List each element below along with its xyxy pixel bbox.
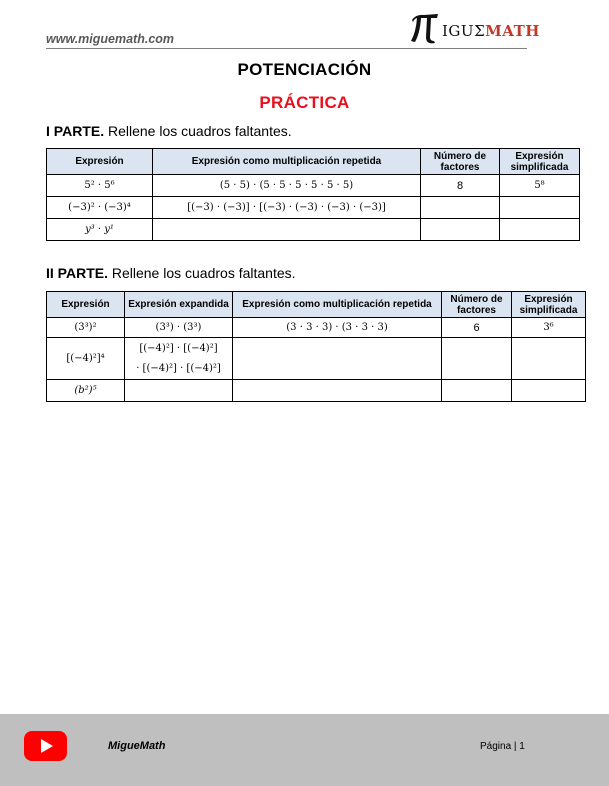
answer-cell[interactable] <box>512 338 586 380</box>
part1-instruction: Rellene los cuadros faltantes. <box>104 123 292 139</box>
cell: (5 · 5) · (5 · 5 · 5 · 5 · 5 · 5) <box>153 175 421 197</box>
part2-table <box>46 291 586 402</box>
site-url[interactable]: www.miguemath.com <box>46 32 175 46</box>
part1-label: I PARTE. <box>46 123 105 139</box>
answer-cell[interactable] <box>442 338 512 380</box>
cell: 5⁸ <box>500 175 580 197</box>
part2-col-multiplicacion: Expresión como multiplicación repetida <box>233 292 442 318</box>
table-row <box>47 197 580 219</box>
part2-col-expresion: Expresión <box>47 292 125 318</box>
cell: [(−3) · (−3)] · [(−3) · (−3) · (−3) · (−3)] <box>153 197 421 219</box>
cell: [(−4)²]⁴ <box>47 338 125 380</box>
answer-cell[interactable] <box>125 380 233 402</box>
cell: 6 <box>442 318 512 338</box>
expanded-line-1: [(−4)²] · [(−4)²] <box>139 342 218 354</box>
logo-wordmark <box>442 22 540 40</box>
part1-col-simplificada: Expresión simplificada <box>500 149 580 175</box>
cell: (b²)⁵ <box>47 380 125 402</box>
answer-cell[interactable] <box>233 338 442 380</box>
page-subtitle: PRÁCTICA <box>259 93 350 112</box>
part1-table <box>46 148 580 241</box>
expanded-cell <box>125 338 233 380</box>
page-number: Página | 1 <box>480 741 525 752</box>
cell: (−3)² · (−3)⁴ <box>47 197 153 219</box>
answer-cell[interactable] <box>500 219 580 241</box>
answer-cell[interactable] <box>153 219 421 241</box>
answer-cell[interactable] <box>442 380 512 402</box>
part2-label: II PARTE. <box>46 265 108 281</box>
table-row <box>47 338 586 380</box>
part1-col-expresion: Expresión <box>47 149 153 175</box>
part1-col-factores: Número de factores <box>421 149 500 175</box>
answer-cell[interactable] <box>233 380 442 402</box>
table-row <box>47 380 586 402</box>
page-title: POTENCIACIÓN <box>237 60 372 79</box>
part2-header-row <box>47 292 586 318</box>
part1-col-multiplicacion: Expresión como multiplicación repetida <box>153 149 421 175</box>
cell: (3³) · (3³) <box>125 318 233 338</box>
cell: (3³)² <box>47 318 125 338</box>
logo-math: MATH <box>485 22 540 40</box>
part2-col-factores: Número de factores <box>442 292 512 318</box>
cell: y³ · y¹ <box>47 219 153 241</box>
answer-cell[interactable] <box>421 219 500 241</box>
cell: 8 <box>421 175 500 197</box>
pi-icon <box>410 11 440 45</box>
table-row <box>47 175 580 197</box>
expanded-line-2: · [(−4)²] · [(−4)²] <box>136 362 221 374</box>
table-row <box>47 219 580 241</box>
cell: 5² · 5⁶ <box>47 175 153 197</box>
logo-igu: IGU <box>442 22 475 40</box>
answer-cell[interactable] <box>512 380 586 402</box>
part1-heading <box>46 123 292 139</box>
miguemath-logo <box>410 10 540 46</box>
page-footer <box>0 714 609 786</box>
part2-instruction: Rellene los cuadros faltantes. <box>107 265 296 281</box>
part2-heading <box>46 265 296 281</box>
footer-brand[interactable]: MigueMath <box>108 740 166 752</box>
header-divider <box>46 48 527 49</box>
table-row <box>47 318 586 338</box>
part2-col-simplificada: Expresión simplificada <box>512 292 586 318</box>
part2-col-expandida: Expresión expandida <box>125 292 233 318</box>
part1-header-row <box>47 149 580 175</box>
youtube-icon[interactable] <box>24 731 67 761</box>
logo-sigma: Σ <box>474 22 486 40</box>
answer-cell[interactable] <box>421 197 500 219</box>
answer-cell[interactable] <box>500 197 580 219</box>
cell: 3⁶ <box>512 318 586 338</box>
cell: (3 · 3 · 3) · (3 · 3 · 3) <box>233 318 442 338</box>
